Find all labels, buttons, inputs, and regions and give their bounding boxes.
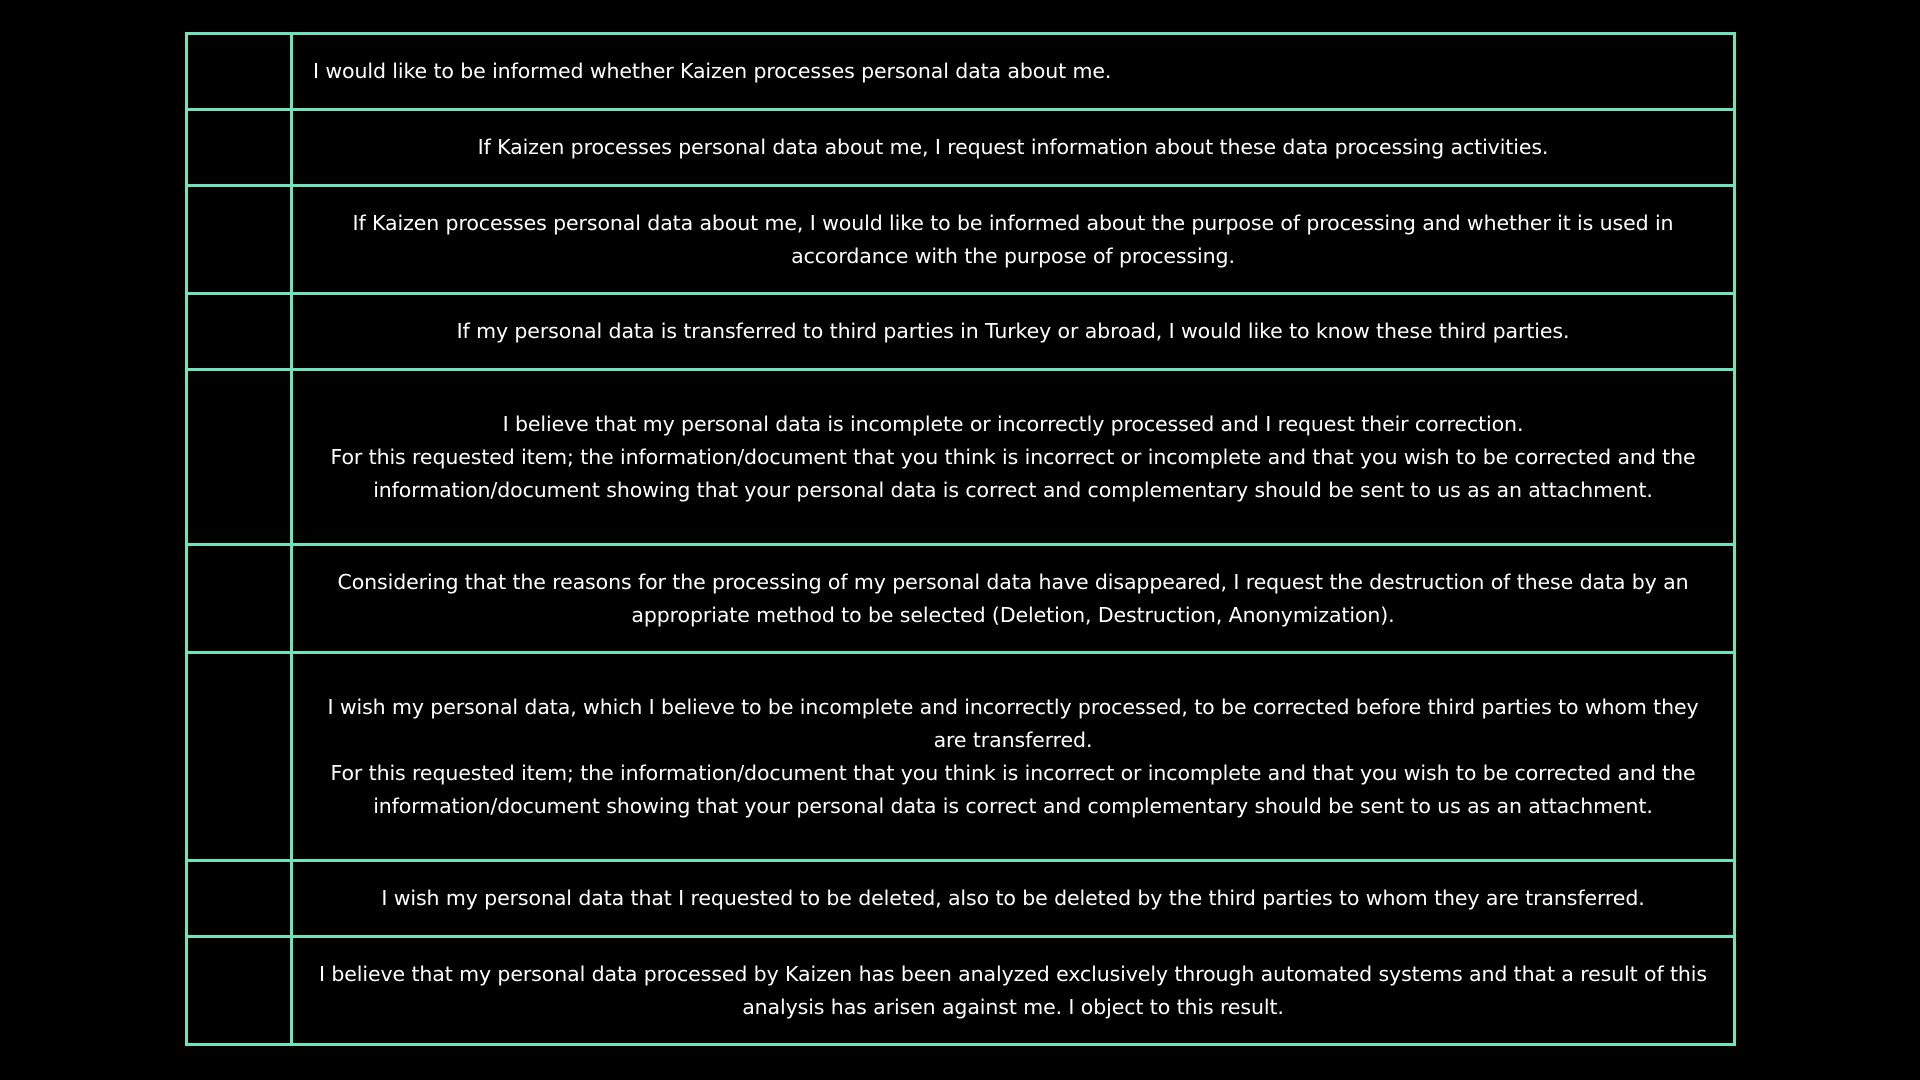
request-text-line: If Kaizen processes personal data about me, I would like to be informed about the purpose of processing and whether it is used in accordance with the purpose of processing. — [352, 210, 1674, 268]
request-text-cell — [292, 370, 1735, 545]
request-text-line: I believe that my personal data is incomplete or incorrectly processed and I request their correction. — [502, 411, 1524, 436]
request-checkbox-cell[interactable] — [187, 186, 292, 294]
request-checkbox-cell[interactable] — [187, 294, 292, 370]
request-row — [187, 861, 1735, 937]
request-checkbox-cell[interactable] — [187, 545, 292, 653]
request-text-cell — [292, 110, 1735, 186]
request-text-cell — [292, 653, 1735, 861]
request-row — [187, 370, 1735, 545]
request-text-line: For this requested item; the information/document that you think is incorrect or incomplete and that you wish to be corrected and the information/document showing that your personal data is correct and complementary should be sent to us as an attachment. — [330, 444, 1696, 502]
request-row — [187, 34, 1735, 110]
request-text-line: I wish my personal data that I requested to be deleted, also to be deleted by the third parties to whom they are transferred. — [381, 886, 1645, 910]
request-checkbox-cell[interactable] — [187, 34, 292, 110]
request-text-line: I wish my personal data, which I believe to be incomplete and incorrectly processed, to be corrected before third parties to whom they are transferred. — [327, 694, 1699, 752]
request-row — [187, 653, 1735, 861]
request-text-line: For this requested item; the information/document that you think is incorrect or incomplete and that you wish to be corrected and the information/document showing that your personal data is correct and complementary should be sent to us as an attachment. — [330, 760, 1696, 818]
request-text-cell — [292, 294, 1735, 370]
request-checkbox-cell[interactable] — [187, 937, 292, 1045]
request-text-line: If my personal data is transferred to third parties in Turkey or abroad, I would like to know these third parties. — [456, 319, 1570, 343]
request-row — [187, 294, 1735, 370]
request-text-cell — [292, 545, 1735, 653]
request-row — [187, 937, 1735, 1045]
request-checkbox-cell[interactable] — [187, 861, 292, 937]
request-text-line: If Kaizen processes personal data about me, I request information about these data processing activities. — [477, 135, 1549, 159]
request-table — [185, 32, 1736, 1046]
request-text-cell — [292, 186, 1735, 294]
request-text-cell — [292, 34, 1735, 110]
request-row — [187, 545, 1735, 653]
request-row — [187, 186, 1735, 294]
request-checkbox-cell[interactable] — [187, 370, 292, 545]
request-text-cell — [292, 937, 1735, 1045]
request-text-line: I believe that my personal data processed by Kaizen has been analyzed exclusively through automated systems and that a result of this analysis has arisen against me. I object to this result. — [319, 961, 1707, 1019]
request-text-cell — [292, 861, 1735, 937]
request-checkbox-cell[interactable] — [187, 110, 292, 186]
request-rows — [187, 34, 1735, 1045]
request-text-line: I would like to be informed whether Kaizen processes personal data about me. — [313, 59, 1112, 83]
request-row — [187, 110, 1735, 186]
request-checkbox-cell[interactable] — [187, 653, 292, 861]
request-text-line: Considering that the reasons for the processing of my personal data have disappeared, I request the destruction of these data by an appropriate method to be selected (Deletion, Destruction, Anonymization). — [337, 569, 1689, 627]
